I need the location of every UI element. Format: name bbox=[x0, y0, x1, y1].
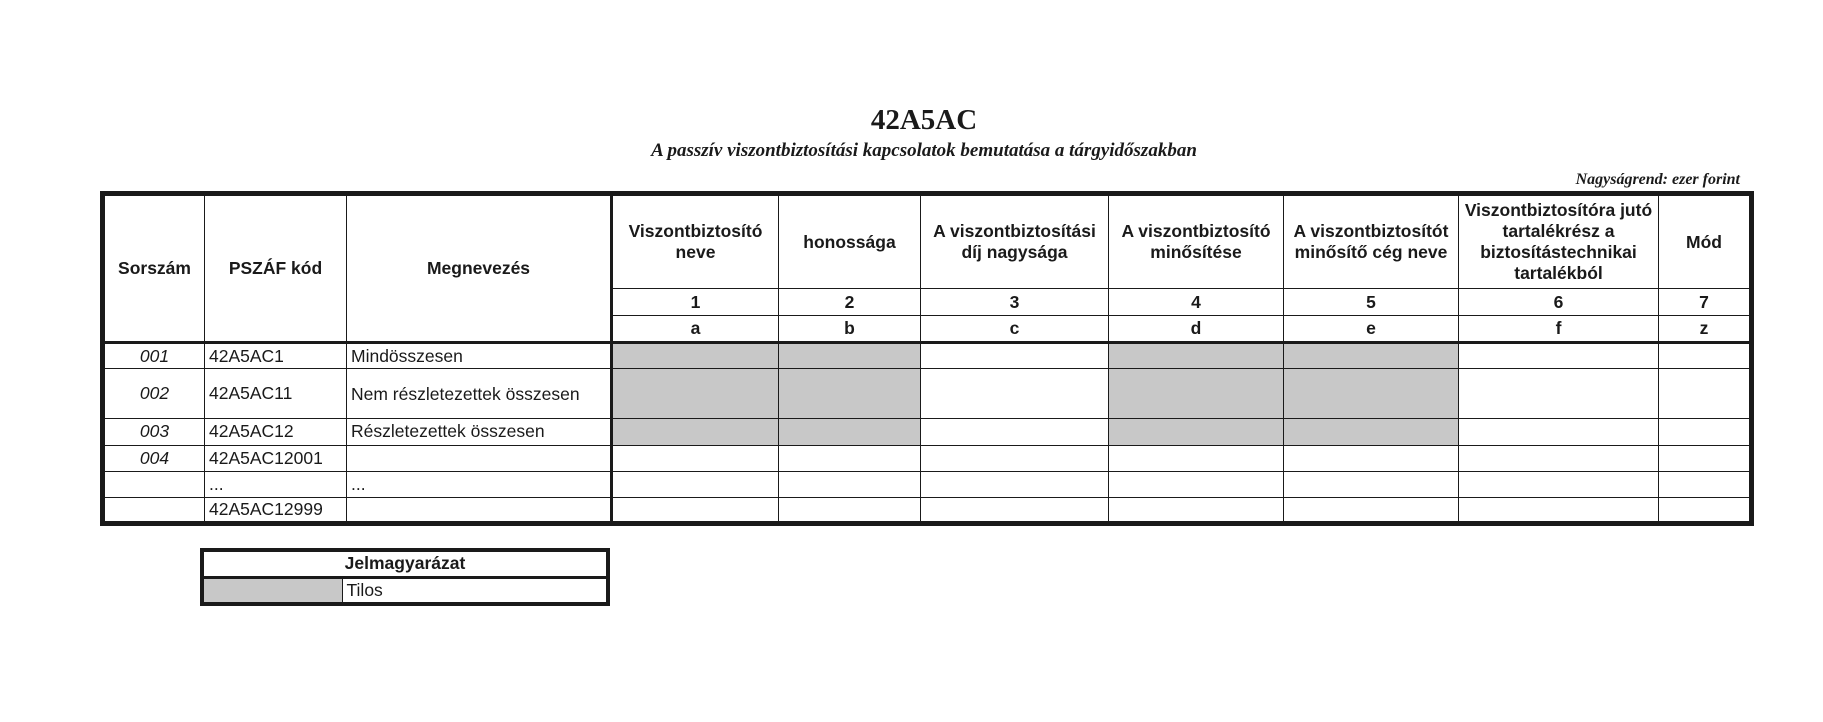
col-letter-a: a bbox=[612, 316, 779, 343]
col-letter-d: d bbox=[1109, 316, 1284, 343]
row-name: Nem részletezettek összesen bbox=[347, 369, 612, 419]
header-col-7: Mód bbox=[1659, 194, 1752, 289]
cell-input[interactable] bbox=[1659, 343, 1752, 369]
header-col-2: honossága bbox=[779, 194, 921, 289]
document-code-title: 42A5AC bbox=[870, 104, 978, 136]
cell-input[interactable] bbox=[1109, 445, 1284, 471]
cell-forbidden bbox=[779, 369, 921, 419]
header-col-5: A viszontbiztosítót minősítő cég neve bbox=[1284, 194, 1459, 289]
col-number-3: 3 bbox=[921, 289, 1109, 316]
cell-forbidden bbox=[779, 419, 921, 445]
row-code: 42A5AC12001 bbox=[205, 445, 347, 471]
row-id bbox=[103, 497, 205, 523]
row-code: 42A5AC12 bbox=[205, 419, 347, 445]
col-number-4: 4 bbox=[1109, 289, 1284, 316]
cell-input[interactable] bbox=[921, 369, 1109, 419]
row-id bbox=[103, 471, 205, 497]
col-letter-e: e bbox=[1284, 316, 1459, 343]
col-number-6: 6 bbox=[1459, 289, 1659, 316]
cell-input[interactable] bbox=[612, 497, 779, 523]
header-col-6: Viszontbiztosítóra jutó tartalékrész a biztosítástechnikai tartalékból bbox=[1459, 194, 1659, 289]
table-row bbox=[103, 445, 1752, 471]
cell-forbidden bbox=[1109, 419, 1284, 445]
cell-input[interactable] bbox=[1109, 497, 1284, 523]
col-number-7: 7 bbox=[1659, 289, 1752, 316]
row-name[interactable] bbox=[347, 445, 612, 471]
cell-input[interactable] bbox=[779, 497, 921, 523]
row-id: 004 bbox=[103, 445, 205, 471]
header-pszaf-kod: PSZÁF kód bbox=[205, 194, 347, 343]
cell-input[interactable] bbox=[1659, 445, 1752, 471]
header-megnevezes: Megnevezés bbox=[347, 194, 612, 343]
cell-input[interactable] bbox=[921, 419, 1109, 445]
cell-input[interactable] bbox=[1284, 497, 1459, 523]
cell-input[interactable] bbox=[921, 471, 1109, 497]
data-table bbox=[100, 191, 1754, 526]
cell-input[interactable] bbox=[612, 445, 779, 471]
cell-forbidden bbox=[612, 369, 779, 419]
cell-input[interactable] bbox=[1459, 343, 1659, 369]
header-col-4: A viszontbiztosító minősítése bbox=[1109, 194, 1284, 289]
row-name[interactable] bbox=[347, 497, 612, 523]
cell-input[interactable] bbox=[1459, 445, 1659, 471]
cell-input[interactable] bbox=[1659, 497, 1752, 523]
header-col-1: Viszontbiztosító neve bbox=[612, 194, 779, 289]
table-row bbox=[103, 497, 1752, 523]
row-code: ... bbox=[205, 471, 347, 497]
cell-input[interactable] bbox=[921, 445, 1109, 471]
table-row bbox=[103, 419, 1752, 445]
cell-forbidden bbox=[1284, 369, 1459, 419]
row-id: 002 bbox=[103, 369, 205, 419]
legend-table bbox=[200, 548, 610, 606]
cell-forbidden bbox=[1109, 369, 1284, 419]
cell-input[interactable] bbox=[1284, 471, 1459, 497]
cell-input[interactable] bbox=[1459, 369, 1659, 419]
document-subtitle: A passzív viszontbiztosítási kapcsolatok bemutatása a tárgyidőszakban bbox=[651, 140, 1197, 161]
cell-input[interactable] bbox=[1659, 471, 1752, 497]
cell-input[interactable] bbox=[1459, 497, 1659, 523]
table-row bbox=[103, 369, 1752, 419]
row-name: Részletezettek összesen bbox=[347, 419, 612, 445]
header-col-3: A viszontbiztosítási díj nagysága bbox=[921, 194, 1109, 289]
legend-title: Jelmagyarázat bbox=[202, 550, 608, 577]
cell-input[interactable] bbox=[921, 343, 1109, 369]
cell-input[interactable] bbox=[612, 471, 779, 497]
row-name: Mindösszesen bbox=[347, 343, 612, 369]
cell-input[interactable] bbox=[1659, 369, 1752, 419]
row-id: 003 bbox=[103, 419, 205, 445]
col-number-1: 1 bbox=[612, 289, 779, 316]
col-letter-z: z bbox=[1659, 316, 1752, 343]
cell-input[interactable] bbox=[1659, 419, 1752, 445]
cell-forbidden bbox=[1284, 343, 1459, 369]
cell-forbidden bbox=[1109, 343, 1284, 369]
col-number-2: 2 bbox=[779, 289, 921, 316]
col-letter-f: f bbox=[1459, 316, 1659, 343]
header-sorszam: Sorszám bbox=[103, 194, 205, 343]
row-code: 42A5AC1 bbox=[205, 343, 347, 369]
row-name: ... bbox=[347, 471, 612, 497]
row-code: 42A5AC12999 bbox=[205, 497, 347, 523]
cell-input[interactable] bbox=[1109, 471, 1284, 497]
cell-input[interactable] bbox=[779, 445, 921, 471]
unit-note: Nagyságrend: ezer forint bbox=[1575, 171, 1740, 188]
col-letter-b: b bbox=[779, 316, 921, 343]
cell-forbidden bbox=[1284, 419, 1459, 445]
row-id: 001 bbox=[103, 343, 205, 369]
cell-input[interactable] bbox=[1459, 419, 1659, 445]
cell-input[interactable] bbox=[921, 497, 1109, 523]
cell-input[interactable] bbox=[1459, 471, 1659, 497]
cell-forbidden bbox=[612, 419, 779, 445]
legend-swatch bbox=[202, 577, 342, 604]
col-letter-c: c bbox=[921, 316, 1109, 343]
cell-input[interactable] bbox=[1284, 445, 1459, 471]
cell-forbidden bbox=[779, 343, 921, 369]
table-row bbox=[103, 471, 1752, 497]
table-row bbox=[103, 343, 1752, 369]
cell-input[interactable] bbox=[779, 471, 921, 497]
cell-forbidden bbox=[612, 343, 779, 369]
col-number-5: 5 bbox=[1284, 289, 1459, 316]
legend-label: Tilos bbox=[342, 577, 608, 604]
row-code: 42A5AC11 bbox=[205, 369, 347, 419]
